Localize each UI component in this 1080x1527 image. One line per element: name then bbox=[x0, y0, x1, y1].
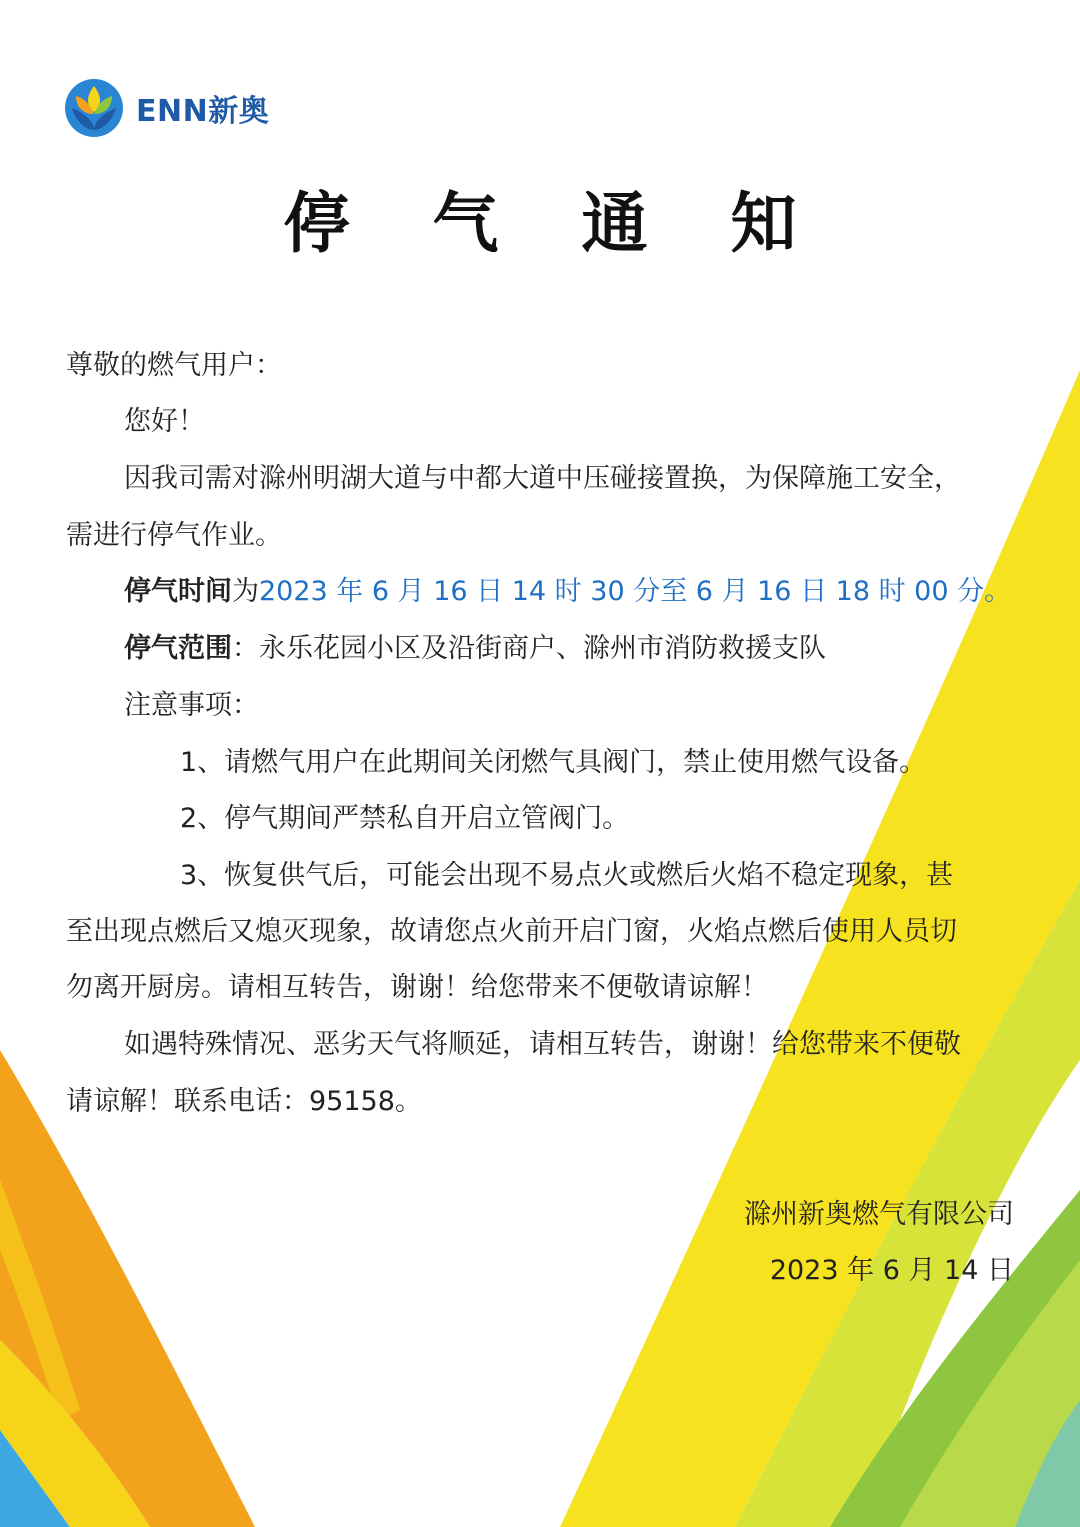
outage-scope-value: 永乐花园小区及沿街商户、滁州市消防救援支队 bbox=[259, 633, 826, 664]
greeting: 尊敬的燃气用户： bbox=[66, 350, 282, 381]
outage-time-connector: 为 bbox=[232, 576, 259, 607]
brand-name: ENN新奥 bbox=[136, 94, 270, 129]
note-item-3-line-2: 至出现点燃后又熄灭现象，故请您点火前开启门窗，火焰点燃后使用人员切 bbox=[66, 916, 957, 947]
outage-scope-colon: ： bbox=[232, 633, 259, 664]
enn-flower-logo-icon bbox=[64, 78, 124, 138]
closing-line-2: 请谅解！联系电话：95158。 bbox=[66, 1086, 422, 1117]
hello-line: 您好！ bbox=[124, 406, 205, 437]
notes-heading: 注意事项： bbox=[124, 690, 259, 721]
page-title: 停 气 通 知 bbox=[283, 185, 827, 262]
brand-logo bbox=[64, 78, 269, 138]
note-item-3-line-1: 3、恢复供气后，可能会出现不易点火或燃后火焰不稳定现象，甚 bbox=[180, 860, 954, 891]
outage-scope-label: 停气范围 bbox=[124, 633, 232, 664]
outage-scope-line bbox=[124, 631, 826, 667]
reason-line-1: 因我司需对滁州明湖大道与中都大道中压碰接置换，为保障施工安全， bbox=[124, 463, 961, 494]
outage-time-label: 停气时间 bbox=[124, 576, 232, 607]
note-item-1: 1、请燃气用户在此期间关闭燃气具阀门，禁止使用燃气设备。 bbox=[180, 747, 927, 778]
note-item-3-line-3: 勿离开厨房。请相互转告，谢谢！给您带来不便敬请谅解！ bbox=[66, 972, 768, 1003]
reason-line-2: 需进行停气作业。 bbox=[66, 520, 282, 551]
note-item-2: 2、停气期间严禁私自开启立管阀门。 bbox=[180, 803, 630, 834]
outage-time-line bbox=[124, 574, 1011, 610]
outage-time-value: 2023 年 6 月 16 日 14 时 30 分至 6 月 16 日 18 时 00 分。 bbox=[259, 576, 1012, 607]
closing-line-1: 如遇特殊情况、恶劣天气将顺延，请相互转告，谢谢！给您带来不便敬 bbox=[124, 1029, 961, 1060]
signature-date: 2023 年 6 月 14 日 bbox=[769, 1255, 1014, 1286]
signature-company: 滁州新奥燃气有限公司 bbox=[744, 1199, 1014, 1230]
